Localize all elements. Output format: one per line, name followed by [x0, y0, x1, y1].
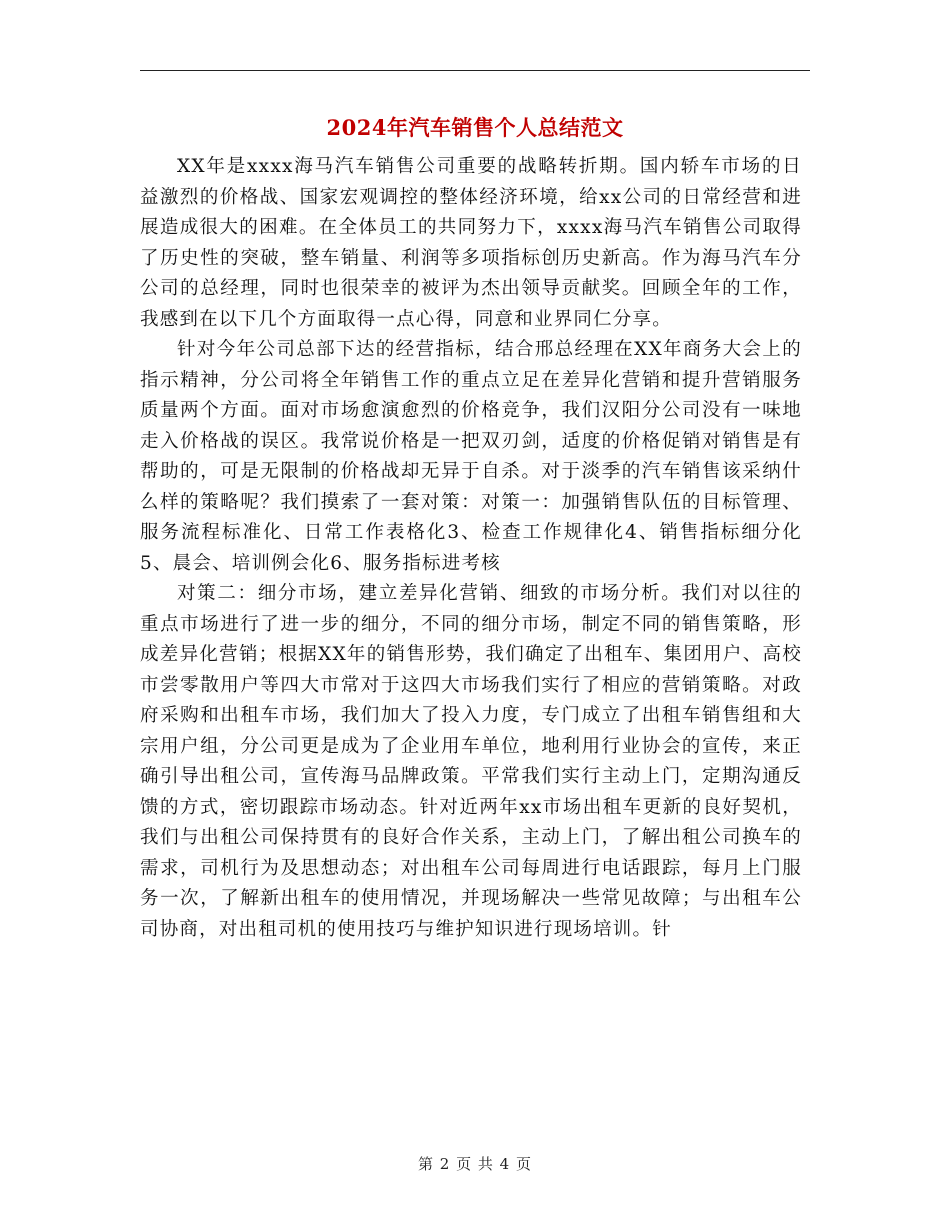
- document-title: 2024年汽车销售个人总结范文: [326, 115, 624, 140]
- paragraph: XX年是xxxx海马汽车销售公司重要的战略转折期。国内轿车市场的日益激烈的价格战、国家宏观调控的整体经济环境，给xx公司的日常经营和进展造成很大的困难。在全体员工的共同努力下，xxxx海马汽车销售公司取得了历史性的突破，整车销量、利润等多项指标创历史新高。作为海马汽车分公司的总经理，同时也很荣幸的被评为杰出领导贡献奖。回顾全年的工作，我感到在以下几个方面取得一点心得，同意和业界同仁分享。: [140, 156, 802, 330]
- page-number-footer: 第 2 页 共 4 页: [418, 1155, 532, 1173]
- document-body: [140, 152, 802, 945]
- paragraph: 对策二：细分市场，建立差异化营销、细致的市场分析。我们对以往的重点市场进行了进一步的细分，不同的细分市场，制定不同的销售策略，形成差异化营销；根据XX年的销售形势，我们确定了出租车、集团用户、高校市尝零散用户等四大市常对于这四大市场我们实行了相应的营销策略。对政府采购和出租车市场，我们加大了投入力度，专门成立了出租车销售组和大宗用户组，分公司更是成为了企业用车单位，地利用行业协会的宣传，来正确引导出租公司，宣传海马品牌政策。平常我们实行主动上门，定期沟通反馈的方式，密切跟踪市场动态。针对近两年xx市场出租车更新的良好契机，我们与出租公司保持贯有的良好合作关系，主动上门，了解出租公司换车的需求，司机行为及思想动态；对出租车公司每周进行电话跟踪，每月上门服务一次，了解新出租车的使用情况，并现场解决一些常见故障；与出租车公司协商，对出租司机的使用技巧与维护知识进行现场培训。针: [140, 583, 802, 940]
- header-rule: [140, 70, 810, 71]
- paragraph: 针对今年公司总部下达的经营指标，结合邢总经理在XX年商务大会上的指示精神，分公司将全年销售工作的重点立足在差异化营销和提升营销服务质量两个方面。面对市场愈演愈烈的价格竞争，我们汉阳分公司没有一味地走入价格战的误区。我常说价格是一把双刃剑，适度的价格促销对销售是有帮助的，可是无限制的价格战却无异于自杀。对于淡季的汽车销售该采纳什么样的策略呢？我们摸索了一套对策：对策一：加强销售队伍的目标管理、服务流程标准化、日常工作表格化3、检查工作规律化4、销售指标细分化5、晨会、培训例会化6、服务指标进考核: [140, 339, 802, 574]
